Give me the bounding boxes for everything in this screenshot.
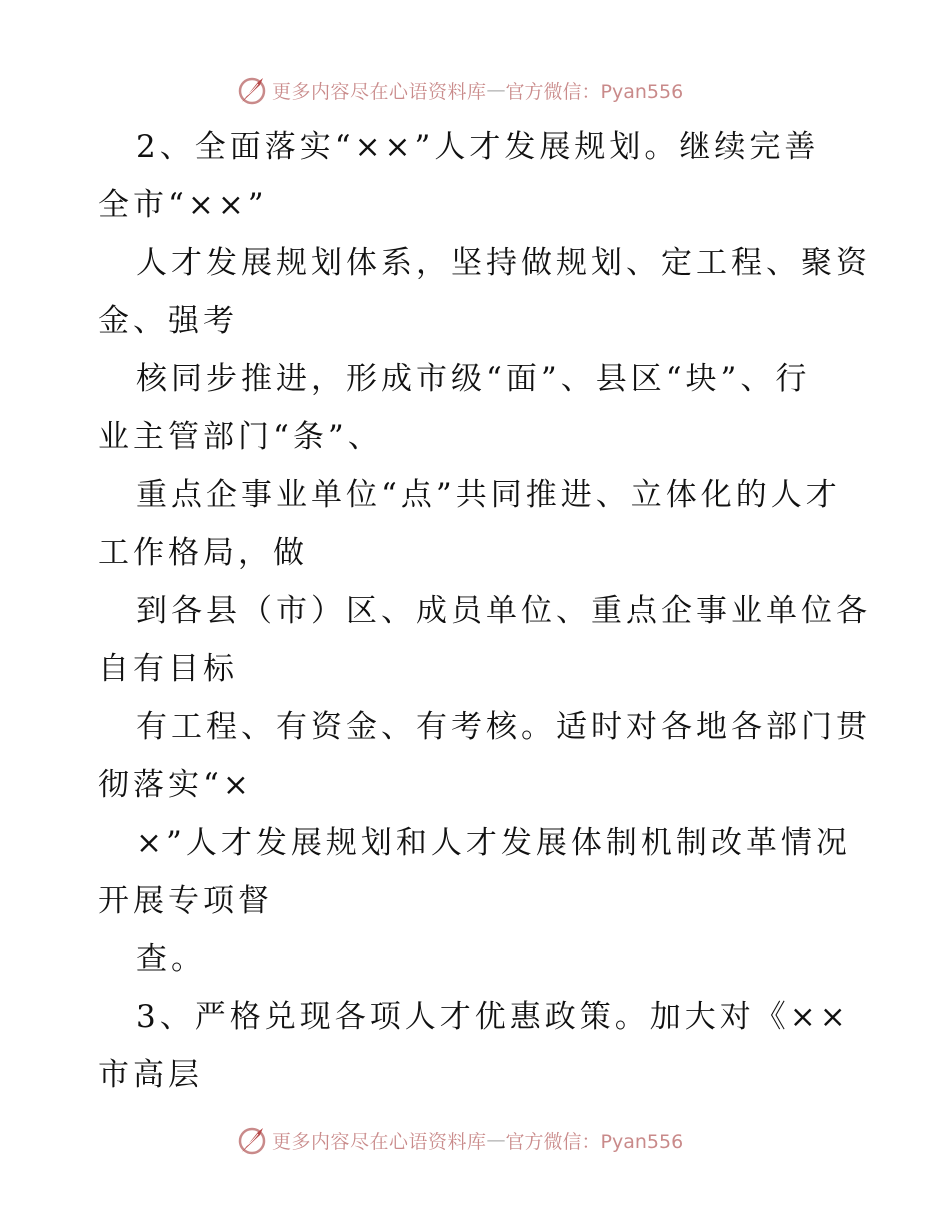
text-line: 核同步推进，形成市级“面”、县区“块”、行 bbox=[136, 361, 811, 397]
text-line: 2、全面落实“××”人才发展规划。继续完善 bbox=[136, 129, 820, 165]
watermark-text: 更多内容尽在心语资料库 bbox=[272, 80, 487, 103]
header-watermark bbox=[236, 73, 683, 107]
text-line: 3、严格兑现各项人才优惠政策。加大对《×× bbox=[136, 999, 850, 1035]
text-line: 开展专项督 bbox=[98, 883, 273, 919]
text-line: 业主管部门“条”、 bbox=[98, 419, 383, 455]
watermark-suffix: 官方微信：Pyan556 bbox=[505, 80, 684, 103]
watermark-suffix: 官方微信：Pyan556 bbox=[505, 1130, 684, 1153]
text-line: 人才发展规划体系，坚持做规划、定工程、聚资 bbox=[136, 245, 871, 281]
quill-logo-icon bbox=[236, 1124, 268, 1156]
text-line: 查。 bbox=[136, 941, 206, 977]
document-body bbox=[98, 118, 871, 1104]
text-line: 全市“××” bbox=[98, 187, 268, 223]
text-line: ×”人才发展规划和人才发展体制机制改革情况 bbox=[136, 825, 851, 861]
text-line: 重点企事业单位“点”共同推进、立体化的人才 bbox=[136, 477, 841, 513]
watermark-text: 更多内容尽在心语资料库 bbox=[272, 1130, 487, 1153]
watermark-separator: — bbox=[486, 1129, 506, 1151]
footer-watermark bbox=[236, 1123, 683, 1157]
text-line: 自有目标 bbox=[98, 651, 238, 687]
quill-logo-icon bbox=[236, 74, 268, 106]
text-line: 金、强考 bbox=[98, 303, 238, 339]
text-line: 到各县（市）区、成员单位、重点企事业单位各 bbox=[136, 593, 871, 629]
watermark-separator: — bbox=[486, 79, 506, 101]
text-line: 彻落实“× bbox=[98, 767, 253, 803]
text-line: 有工程、有资金、有考核。适时对各地各部门贯 bbox=[136, 709, 871, 745]
text-line: 市高层 bbox=[98, 1057, 203, 1093]
text-line: 工作格局，做 bbox=[98, 535, 308, 571]
